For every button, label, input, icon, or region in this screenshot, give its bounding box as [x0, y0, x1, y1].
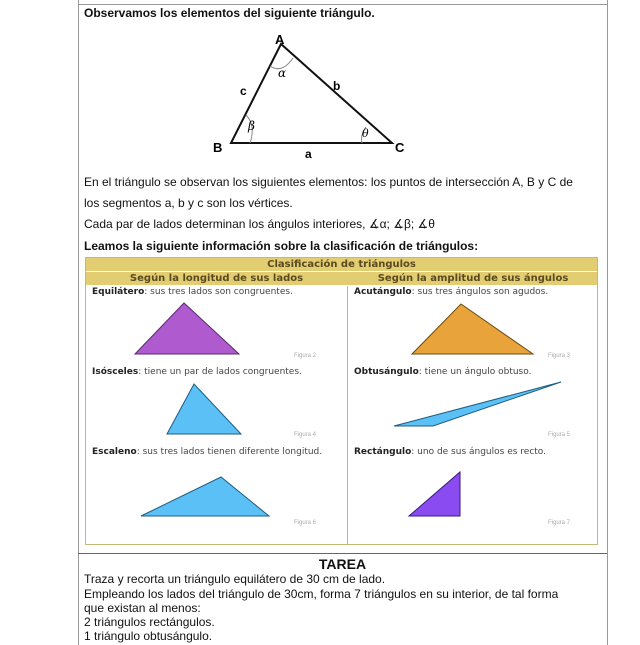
cell-isosceles: Isósceles: tiene un par de lados congruentes.: [92, 367, 302, 377]
paragraph-line: Cada par de lados determinan los ángulos interiores, ∡α; ∡β; ∡θ: [84, 217, 435, 231]
cell-equilatero: Equilátero: sus tres lados son congruentes.: [92, 287, 293, 297]
task-line: que existan al menos:: [84, 601, 201, 615]
paragraph-line: los segmentos a, b y c son los vértices.: [84, 196, 293, 210]
col-left-header: Según la longitud de sus lados: [129, 273, 304, 284]
equilateral-triangle: [135, 303, 239, 354]
angle-beta: β: [248, 119, 255, 133]
figure-label: Figura 2: [294, 353, 317, 359]
divider: [78, 553, 607, 554]
vertex-c: C: [395, 140, 405, 155]
col-right-header: Según la amplitud de sus ángulos: [377, 273, 569, 284]
task-line: Empleando los lados del triángulo de 30cm, forma 7 triángulos en su interior, de tal forma: [84, 587, 559, 601]
vertex-a: A: [275, 32, 285, 47]
figure-label: Figura 5: [548, 432, 571, 438]
table-title: Clasificación de triángulos: [86, 258, 597, 271]
figure-label: Figura 6: [294, 520, 317, 526]
heading: Observamos los elementos del siguiente triángulo.: [84, 6, 375, 20]
cell-escaleno: Escaleno: sus tres lados tienen diferente longitud.: [92, 447, 323, 457]
side-c: c: [240, 84, 247, 98]
task-line: Traza y recorta un triángulo equilátero de 30 cm de lado.: [84, 572, 386, 586]
figure-label: Figura 7: [548, 520, 571, 526]
acute-triangle: [412, 304, 533, 354]
paragraph-line: En el triángulo se observan los siguientes elementos: los puntos de intersección A, B y C de: [84, 175, 573, 189]
isosceles-triangle: [167, 384, 241, 434]
classification-table: [85, 257, 598, 545]
obtuse-triangle: [394, 382, 561, 426]
side-b: b: [333, 79, 341, 93]
right-triangle: [409, 472, 460, 516]
task-line: 2 triángulos rectángulos.: [84, 615, 215, 629]
triangle-figures: [86, 258, 599, 546]
side-a: a: [305, 147, 312, 161]
task-line: 1 triángulo obtusángulo.: [84, 629, 213, 643]
figure-label: Figura 3: [548, 353, 571, 359]
scalene-triangle: [141, 477, 269, 516]
task-title: TAREA: [318, 556, 367, 572]
figure-label: Figura 4: [294, 432, 317, 438]
angle-alpha: α: [278, 66, 287, 80]
cell-acutangulo: Acutángulo: sus tres ángulos son agudos.: [354, 287, 549, 297]
angle-theta: θ: [362, 127, 369, 140]
triangle-diagram: [0, 0, 640, 170]
subheading: Leamos la siguiente información sobre la clasificación de triángulos:: [84, 239, 479, 253]
cell-obtusangulo: Obtusángulo: tiene un ángulo obtuso.: [354, 367, 532, 377]
vertex-b: B: [213, 140, 223, 155]
cell-rectangulo: Rectángulo: uno de sus ángulos es recto.: [354, 447, 547, 457]
